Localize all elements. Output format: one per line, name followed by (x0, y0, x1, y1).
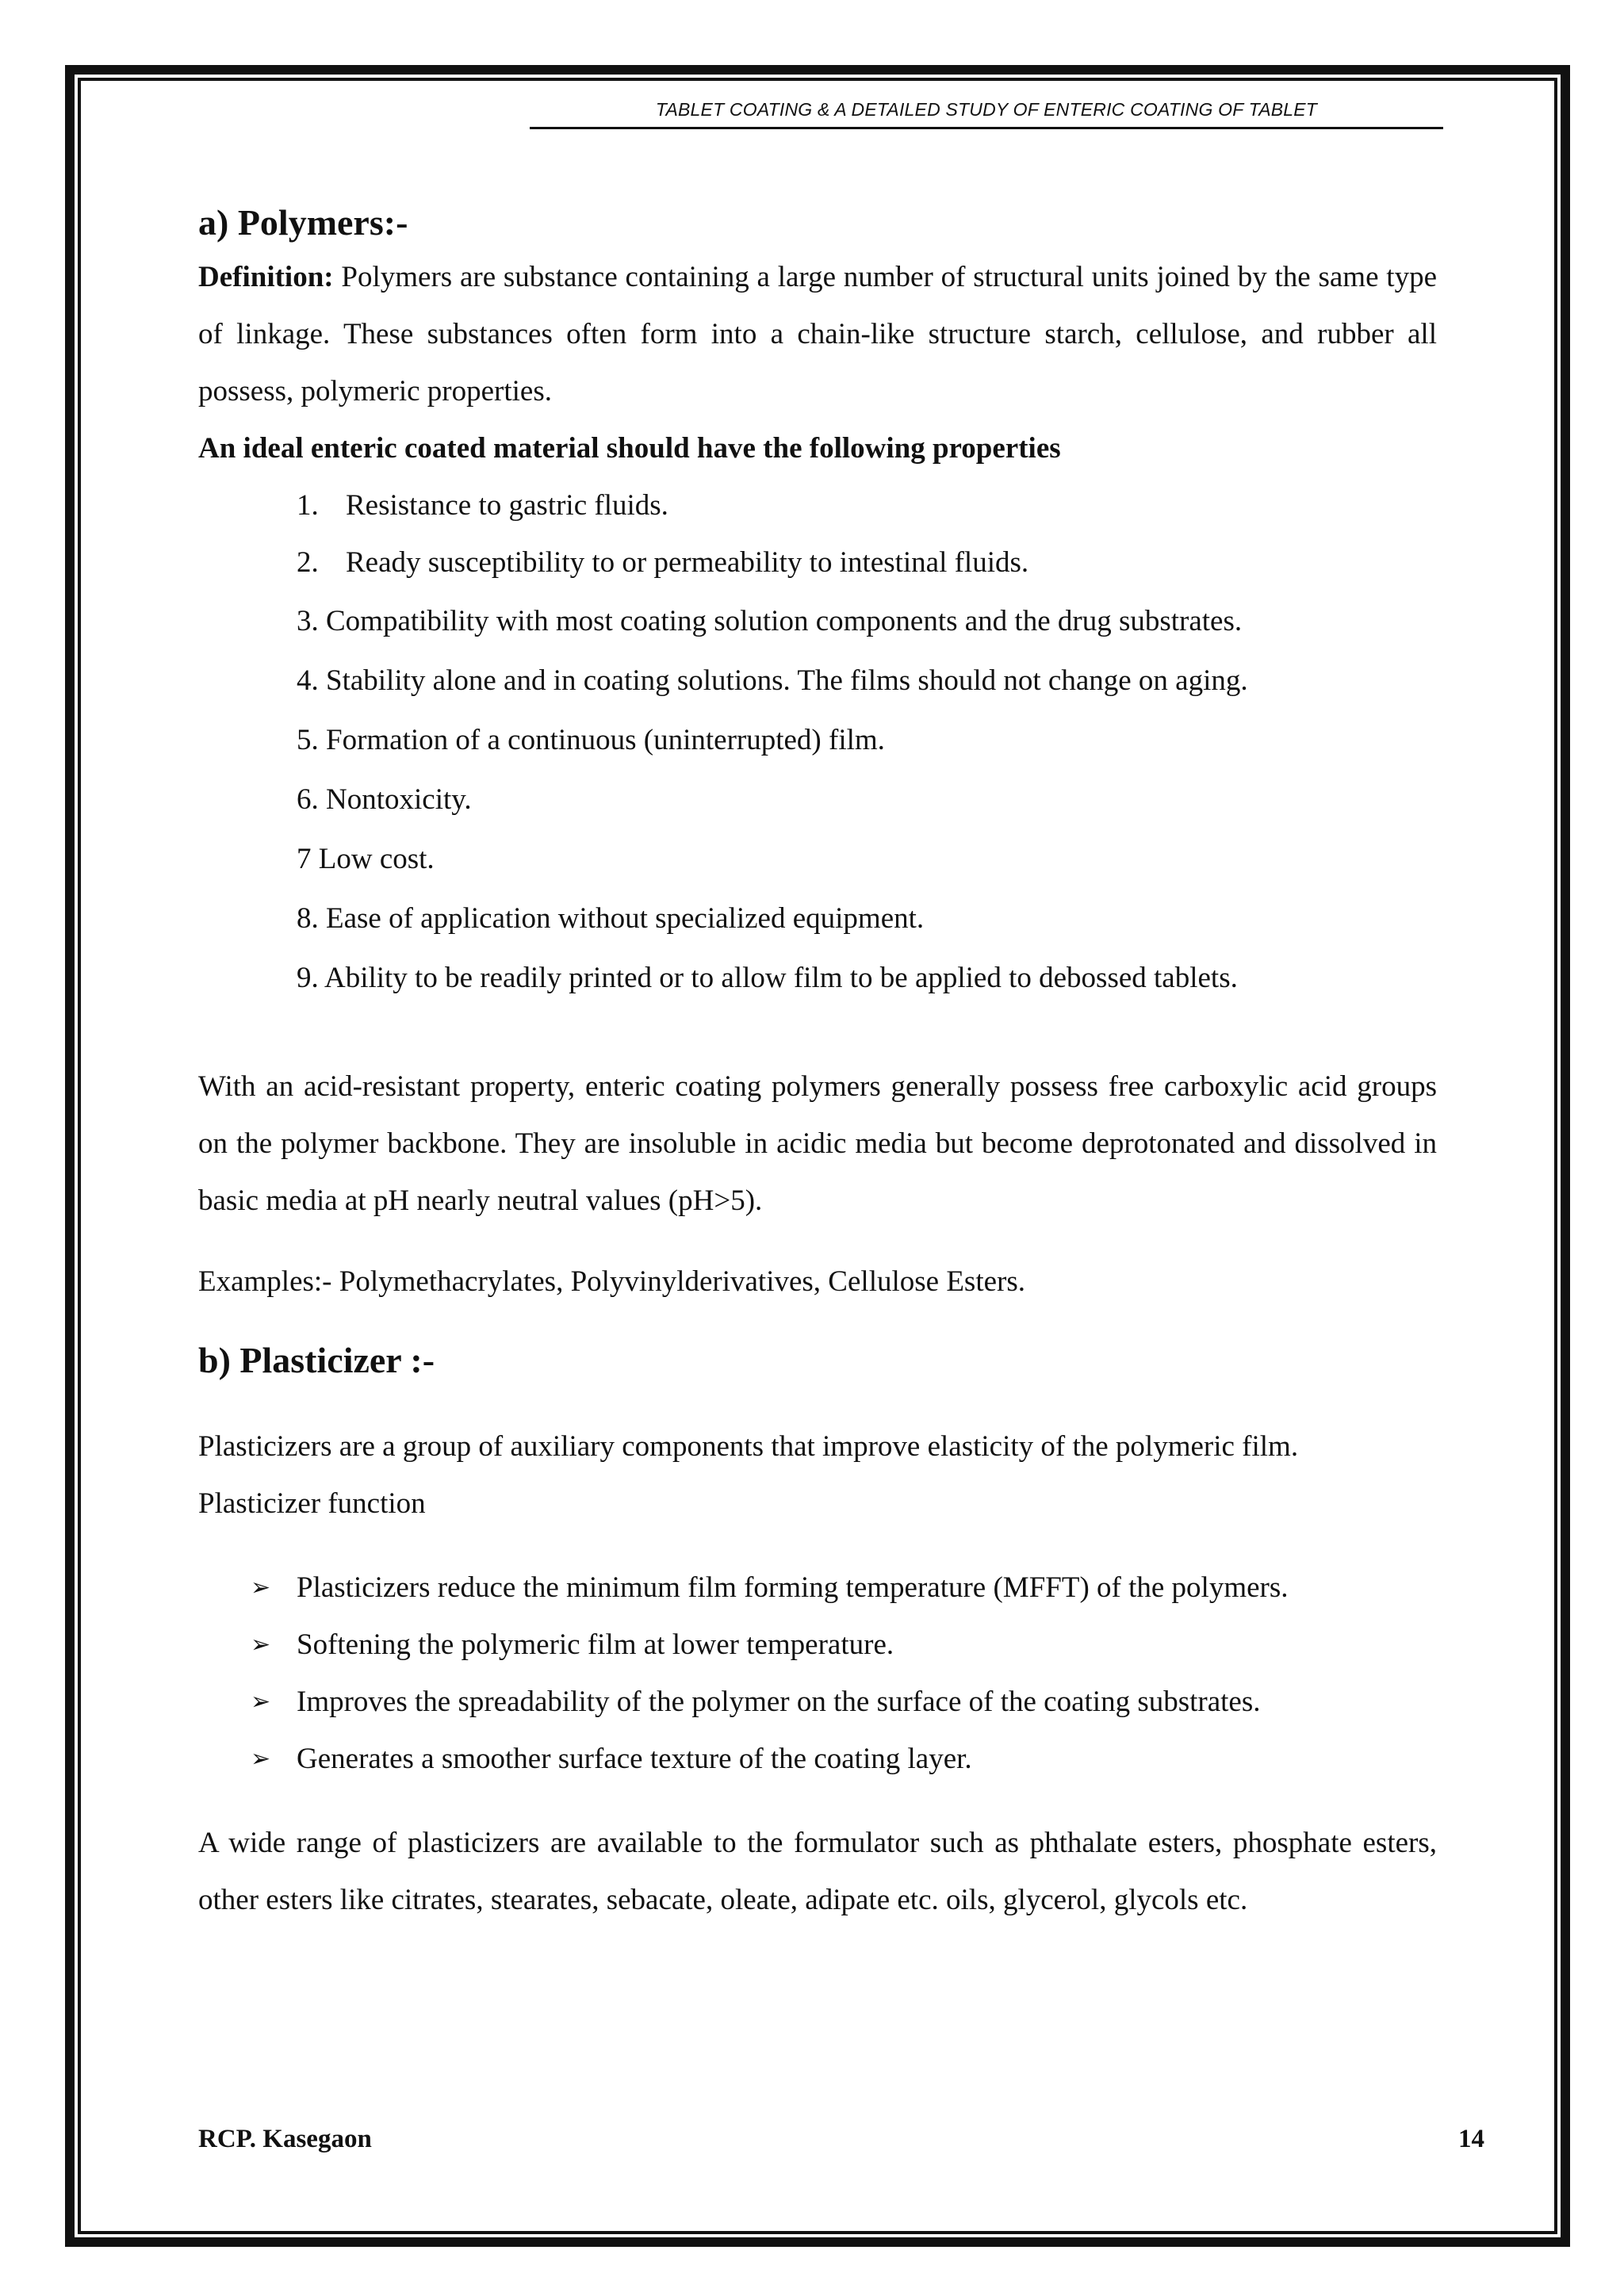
plasticizer-intro: Plasticizers are a group of auxiliary components that improve elasticity of the polymeric film. (198, 1430, 1299, 1463)
list-item (198, 477, 1437, 534)
ideal-properties-heading: An ideal enteric coated material should have the following properties (198, 432, 1061, 465)
list-item-text: Compatibility with most coating solution components and the drug substrates. (326, 605, 1243, 637)
list-item-number: 7 (297, 843, 312, 875)
definition-label: Definition: (198, 261, 334, 293)
list-item (198, 534, 1437, 591)
section-b-heading: b) Plasticizer :- (198, 1340, 435, 1380)
list-item-text: Generates a smoother surface texture of the coating layer. (297, 1743, 972, 1775)
list-item-text: Nontoxicity. (326, 783, 472, 816)
list-item (198, 1559, 1437, 1617)
list-item (198, 1731, 1437, 1788)
arrow-bullet-icon: ➢ (251, 1574, 271, 1601)
list-item-text: Softening the polymeric film at lower temperature. (297, 1628, 894, 1661)
list-item (198, 889, 1437, 948)
list-item (198, 770, 1437, 829)
page-number: 14 (1458, 2125, 1484, 2153)
list-item-number: 5. (297, 724, 319, 756)
list-item-text: Formation of a continuous (uninterrupted) film. (326, 724, 885, 756)
running-header: TABLET COATING & A DETAILED STUDY OF ENTERIC COATING OF TABLET (530, 94, 1443, 129)
examples-paragraph: Examples:- Polymethacrylates, Polyvinylderivatives, Cellulose Esters. (198, 1265, 1025, 1298)
list-item (198, 829, 1437, 889)
plasticizer-function-label: Plasticizer function (198, 1487, 426, 1520)
definition-text: Polymers are substance containing a large number of structural units joined by the same type of linkage. These substances often form into a chain-like structure starch, cellulose, and rubber all possess, polymeric properties. (198, 261, 1437, 408)
arrow-bullet-icon: ➢ (251, 1631, 271, 1659)
properties-list (198, 477, 1437, 1008)
list-item-text: Improves the spreadability of the polymer on the surface of the coating substrates. (297, 1686, 1261, 1718)
list-item (198, 948, 1437, 1008)
list-item-number: 9. (297, 962, 319, 994)
arrow-bullet-icon: ➢ (251, 1688, 271, 1716)
list-item (198, 591, 1437, 651)
list-item (198, 651, 1437, 710)
list-item-text: Ease of application without specialized equipment. (326, 902, 925, 935)
section-a-heading: a) Polymers:- (198, 202, 408, 243)
definition-paragraph (198, 249, 1437, 420)
list-item-text: Resistance to gastric fluids. (346, 489, 668, 522)
list-item-number: 2. (297, 546, 319, 579)
footer-institution: RCP. Kasegaon (198, 2125, 372, 2153)
list-item-text: Ready susceptibility to or permeability to intestinal fluids. (346, 546, 1029, 579)
list-item-text: Plasticizers reduce the minimum film forming temperature (MFFT) of the polymers. (297, 1571, 1289, 1604)
list-item-number: 4. (297, 664, 319, 697)
arrow-bullet-icon: ➢ (251, 1745, 271, 1773)
list-item (198, 710, 1437, 770)
plasticizer-range-paragraph: A wide range of plasticizers are available to the formulator such as phthalate esters, phosphate esters, other esters like citrates, stearates, sebacate, oleate, adipate etc. oils, glycerol, glycols etc. (198, 1827, 1437, 1916)
list-item-text: Stability alone and in coating solutions. The films should not change on aging. (326, 664, 1248, 697)
list-item-text: Ability to be readily printed or to allow film to be applied to debossed tablets. (324, 962, 1238, 994)
list-item-number: 8. (297, 902, 319, 935)
plasticizer-function-list (198, 1559, 1437, 1788)
list-item (198, 1617, 1437, 1674)
acid-resistance-paragraph: With an acid-resistant property, enteric coating polymers generally possess free carboxylic acid groups on the polymer backbone. They are insoluble in acidic media but become deprotonated and dissolved in basic media at pH nearly neutral values (pH>5). (198, 1070, 1437, 1217)
list-item-number: 1. (297, 489, 319, 522)
page-content (198, 197, 1437, 1929)
list-item-number: 6. (297, 783, 319, 816)
list-item-text: Low cost. (318, 843, 435, 875)
list-item-number: 3. (297, 605, 319, 637)
list-item (198, 1674, 1437, 1731)
